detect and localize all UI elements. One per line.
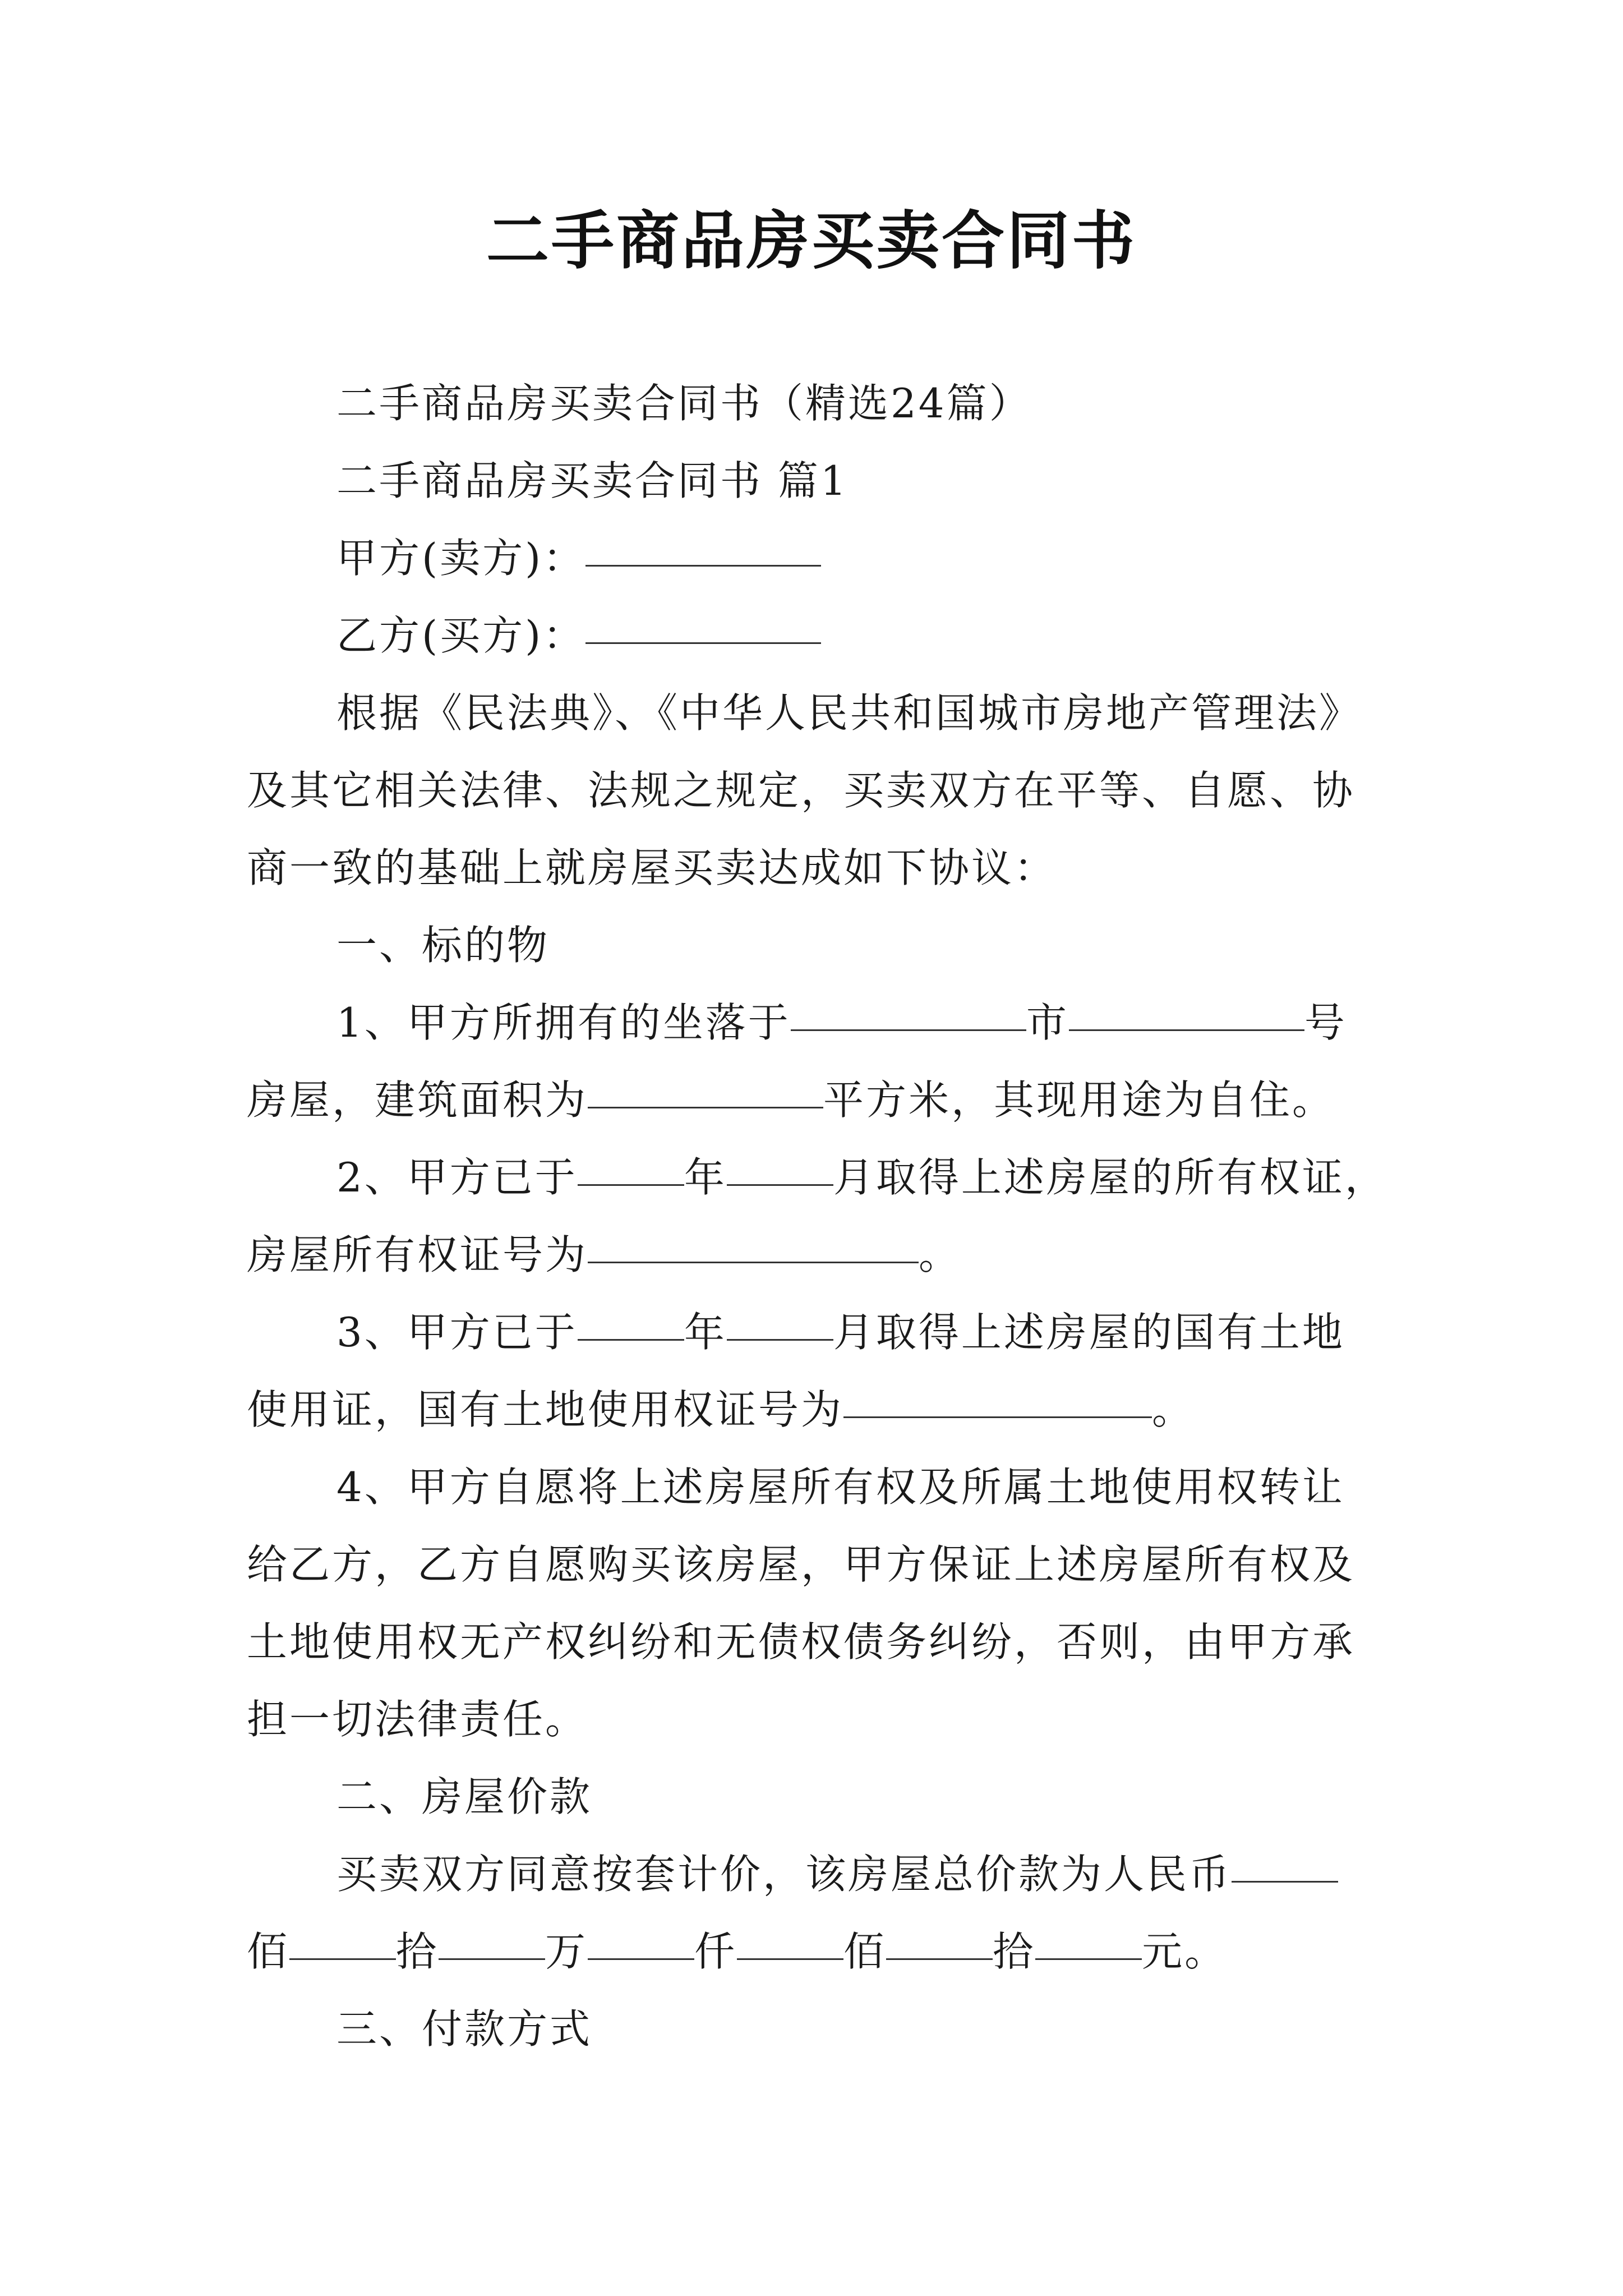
month-blank-2 <box>727 1300 833 1341</box>
party-a-label: 甲方(卖方)： <box>336 535 586 582</box>
document-title: 二手商品房买卖合同书 <box>486 204 1137 278</box>
party-a-line <box>247 519 1380 597</box>
price-unit-3: 万 <box>545 1928 588 1975</box>
item2-line-2 <box>247 1216 1380 1294</box>
price-unit-4: 仟 <box>694 1928 737 1975</box>
item3-text-b: 年 <box>684 1309 727 1356</box>
intro-line-2: 及其它相关法律、法规之规定，买卖双方在平等、自愿、协 <box>247 767 1355 814</box>
item3-line-2 <box>247 1371 1380 1448</box>
section-heading-2: 二、房屋价款 <box>336 1773 593 1820</box>
price-blank-2 <box>289 1919 396 1960</box>
city-blank <box>791 990 1026 1031</box>
item1-line-1 <box>247 984 1380 1061</box>
section-heading-3: 三、付款方式 <box>336 2005 593 2053</box>
ownership-cert-blank <box>588 1222 919 1263</box>
item1-text-b: 市 <box>1026 999 1069 1046</box>
item1-text-e: 平方米，其现用途为自住。 <box>823 1076 1335 1124</box>
month-blank-1 <box>727 1145 833 1186</box>
area-blank <box>588 1068 823 1108</box>
item3-text-e: 。 <box>1152 1386 1195 1433</box>
price-unit-2: 拾 <box>396 1928 439 1975</box>
item4-line-3: 土地使用权无产权纠纷和无债权债务纠纷，否则，由甲方承 <box>247 1618 1355 1665</box>
party-b-label: 乙方(买方)： <box>336 612 586 659</box>
item2-text-a: 2、甲方已于 <box>336 1154 578 1201</box>
year-blank-1 <box>578 1145 684 1186</box>
price-blank-3 <box>439 1919 545 1960</box>
document-body <box>247 365 1387 2068</box>
item3-text-d: 使用证，国有土地使用权证号为 <box>247 1386 844 1433</box>
subtitle-line: 二手商品房买卖合同书（精选24篇） <box>336 380 1032 427</box>
item2-text-e: 。 <box>919 1231 962 1278</box>
item1-text-d: 房屋，建筑面积为 <box>247 1076 588 1124</box>
land-cert-blank <box>843 1377 1152 1418</box>
price-unit-6: 拾 <box>993 1928 1036 1975</box>
intro-line-1: 根据《民法典》、《中华人民共和国城市房地产管理法》 <box>336 689 1362 737</box>
party-b-line <box>247 597 1380 674</box>
price-text: 买卖双方同意按套计价，该房屋总价款为人民币 <box>336 1851 1232 1898</box>
section-heading-1: 一、标的物 <box>336 922 550 969</box>
number-blank <box>1069 990 1304 1031</box>
item3-text-a: 3、甲方已于 <box>336 1309 578 1356</box>
price-unit-7: 元。 <box>1142 1928 1228 1975</box>
price-blank-6 <box>886 1919 993 1960</box>
item2-text-d: 房屋所有权证号为 <box>247 1231 588 1278</box>
item4-line-1: 4、甲方自愿将上述房屋所有权及所属土地使用权转让 <box>336 1464 1345 1511</box>
item2-line-1 <box>247 1139 1387 1216</box>
price-line-1 <box>247 1835 1380 1913</box>
item4-line-4: 担一切法律责任。 <box>247 1696 588 1743</box>
item1-text-a: 1、甲方所拥有的坐落于 <box>336 999 791 1046</box>
item2-text-b: 年 <box>684 1154 727 1201</box>
item3-line-1 <box>247 1294 1380 1371</box>
item2-text-c: 月取得上述房屋的所有权证， <box>833 1154 1387 1201</box>
price-blank-5 <box>737 1919 843 1960</box>
year-blank-2 <box>578 1300 684 1341</box>
price-line-2 <box>247 1913 1380 1990</box>
intro-line-3: 商一致的基础上就房屋买卖达成如下协议： <box>247 844 1057 891</box>
item1-text-c: 号 <box>1304 999 1347 1046</box>
price-unit-1: 佰 <box>247 1928 290 1975</box>
item3-text-c: 月取得上述房屋的国有土地 <box>833 1309 1345 1356</box>
price-blank-4 <box>588 1919 694 1960</box>
party-b-blank <box>585 603 821 644</box>
chapter-heading: 二手商品房买卖合同书 篇1 <box>336 457 849 504</box>
price-blank-7 <box>1035 1919 1142 1960</box>
price-blank-1 <box>1232 1842 1338 1883</box>
party-a-blank <box>585 526 821 567</box>
item1-line-2 <box>247 1061 1380 1139</box>
item4-line-2: 给乙方，乙方自愿购买该房屋，甲方保证上述房屋所有权及 <box>247 1541 1355 1588</box>
price-unit-5: 佰 <box>843 1928 887 1975</box>
